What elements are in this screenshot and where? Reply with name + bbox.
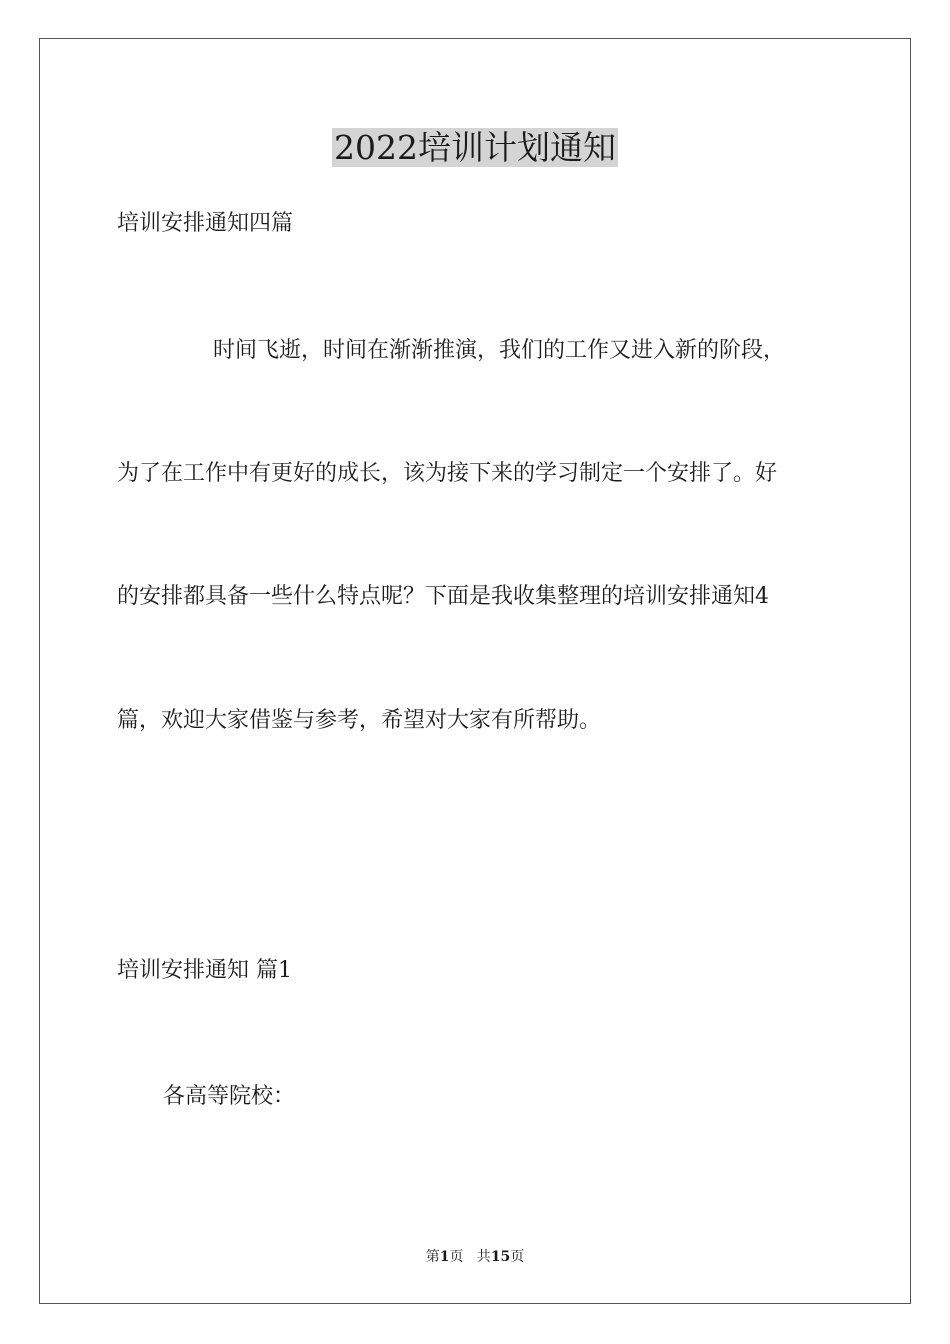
intro-line-1: 时间飞逝，时间在渐渐推演，我们的工作又进入新的阶段， [213, 338, 786, 363]
document-title [0, 128, 950, 168]
document-subtitle: 培训安排通知四篇 [117, 211, 294, 236]
page-prefix: 第 [425, 1249, 440, 1265]
page-suffix: 页 [510, 1249, 525, 1265]
page-footer [0, 1247, 950, 1267]
intro-line-3: 的安排都具备一些什么特点呢？下面是我收集整理的培训安排通知4 [117, 584, 769, 609]
page-mid: 页 共 [449, 1249, 491, 1265]
title-text: 2022培训计划通知 [334, 128, 616, 167]
intro-line-2: 为了在工作中有更好的成长，该为接下来的学习制定一个安排了。好 [117, 461, 778, 486]
section-heading: 培训安排通知 篇1 [117, 958, 292, 983]
page-total: 15 [490, 1249, 511, 1265]
page-current: 1 [439, 1249, 450, 1265]
salutation: 各高等院校： [163, 1084, 296, 1109]
intro-line-4: 篇，欢迎大家借鉴与参考，希望对大家有所帮助。 [117, 708, 602, 733]
